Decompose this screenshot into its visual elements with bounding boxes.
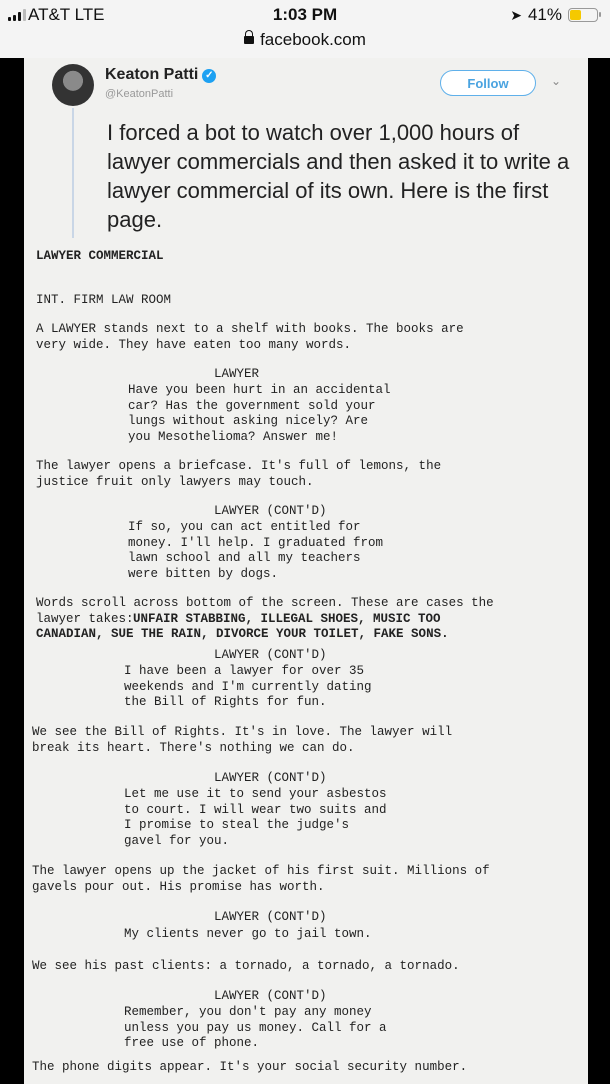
- character-cue: LAWYER (CONT'D): [214, 910, 327, 924]
- script-title: LAWYER COMMERCIAL: [36, 249, 164, 263]
- character-cue: LAWYER (CONT'D): [214, 771, 327, 785]
- location-arrow-icon: ➤: [510, 6, 522, 23]
- dialogue: If so, you can act entitled for money. I'll help. I graduated from lawn school and all my teachers were bitten by dogs.: [128, 520, 384, 581]
- chevron-down-icon[interactable]: ⌄: [551, 74, 562, 88]
- status-bar: [0, 0, 610, 58]
- character-cue: LAWYER: [214, 367, 260, 381]
- action-line: We see his past clients: a tornado, a tornado, a tornado.: [32, 959, 460, 973]
- author-handle[interactable]: @KeatonPatti: [105, 88, 174, 100]
- url-text: facebook.com: [260, 30, 366, 49]
- action-line-bold: UNFAIR STABBING, ILLEGAL SHOES, MUSIC TOO: [133, 611, 441, 626]
- address-bar[interactable]: [0, 30, 610, 50]
- character-cue: LAWYER (CONT'D): [214, 989, 327, 1003]
- dialogue: Remember, you don't pay any money unless you pay us money. Call for a free use of phone.: [124, 1005, 387, 1050]
- action-line: Words scroll across bottom of the screen. These are cases the lawyer takes:: [36, 596, 494, 626]
- action-line: A LAWYER stands next to a shelf with books. The books are very wide. They have eaten too many words.: [36, 322, 464, 352]
- dialogue: My clients never go to jail town.: [124, 927, 372, 941]
- character-cue: LAWYER (CONT'D): [214, 648, 327, 662]
- dialogue: Let me use it to send your asbestos to court. I will wear two suits and I promise to steal the judge's gavel for you.: [124, 787, 387, 848]
- battery-icon: [568, 8, 598, 22]
- battery-percent: 41%: [527, 5, 562, 24]
- dialogue: I have been a lawyer for over 35 weekends and I'm currently dating the Bill of Rights for fun.: [124, 664, 372, 709]
- author-name-text: Keaton Patti: [105, 66, 199, 83]
- avatar[interactable]: [52, 64, 94, 106]
- follow-button[interactable]: Follow: [440, 70, 536, 96]
- status-right: [510, 5, 598, 25]
- thread-line: [72, 108, 74, 238]
- clock: 1:03 PM: [272, 5, 338, 24]
- character-cue: LAWYER (CONT'D): [214, 504, 327, 518]
- action-line: The phone digits appear. It's your social security number.: [32, 1060, 468, 1074]
- action-line: The lawyer opens a briefcase. It's full of lemons, the justice fruit only lawyers may touch.: [36, 459, 442, 489]
- author-name[interactable]: [105, 66, 216, 84]
- post-image: [24, 58, 588, 1084]
- verified-badge-icon: ✓: [202, 69, 216, 83]
- lock-icon: [244, 36, 254, 44]
- action-line-bold: CANADIAN, SUE THE RAIN, DIVORCE YOUR TOILET, FAKE SONS.: [36, 627, 449, 641]
- tweet-text: I forced a bot to watch over 1,000 hours of lawyer commercials and then asked it to write a lawyer commercial of its own. Here is the first page.: [107, 120, 570, 232]
- dialogue: Have you been hurt in an accidental car? Has the government sold your lungs without asking nicely? Are you Mesothelioma? Answer me!: [128, 383, 391, 444]
- action-line: The lawyer opens up the jacket of his first suit. Millions of gavels pour out. His promise has worth.: [32, 864, 490, 894]
- action-line: We see the Bill of Rights. It's in love. The lawyer will break its heart. There's nothing we can do.: [32, 725, 453, 755]
- scene-heading: INT. FIRM LAW ROOM: [36, 293, 172, 307]
- carrier-label: AT&T LTE: [28, 5, 105, 24]
